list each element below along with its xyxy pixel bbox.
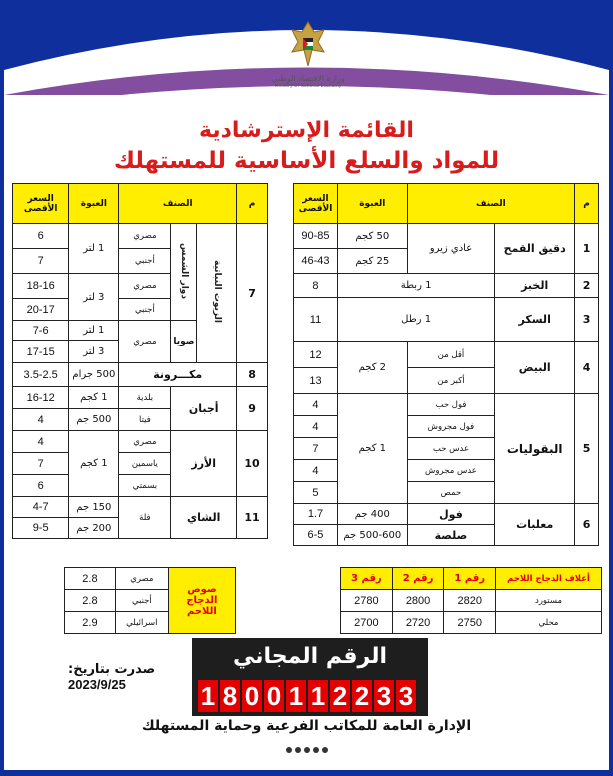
- legume-item: فول حب: [407, 394, 495, 416]
- hotline-digit: 0: [242, 680, 262, 712]
- sunflower-label: دوار الشمس: [178, 242, 189, 299]
- tea-price-2: 9-5: [13, 518, 69, 539]
- feed-value: 2800: [392, 590, 444, 612]
- feed-col-2: رقم 2: [392, 568, 444, 590]
- pasta-pack: 500 جرام: [69, 363, 119, 387]
- sunflower-cell: [171, 224, 197, 321]
- flour-pack-2: 25 كجم: [337, 249, 407, 274]
- hotline-digit: 0: [264, 680, 284, 712]
- rice-name: الأرز: [171, 431, 237, 497]
- cheese-type-1: بلدية: [119, 387, 171, 409]
- chicks-origin: مصري: [115, 568, 168, 590]
- hotline-digit: 3: [374, 680, 394, 712]
- oil-origin: مصري: [119, 224, 171, 249]
- hotline-digit: 1: [198, 680, 218, 712]
- cheese-pack-2: 500 جم: [69, 409, 119, 431]
- tea-pack-1: 150 جم: [69, 497, 119, 518]
- eggs-size-1: أقل من: [407, 342, 495, 368]
- issued-date: 2023/9/25: [68, 677, 126, 692]
- chicks-price: 2.9: [65, 612, 116, 634]
- cheese-type-2: فيتا: [119, 409, 171, 431]
- oil-price: 20-17: [13, 299, 69, 321]
- ministry-arabic: وزارة الاقتصاد الوطني: [271, 74, 345, 83]
- oils-name-cell: [197, 224, 237, 363]
- sugar-num: 3: [575, 298, 599, 342]
- oil-origin: مصري: [119, 321, 171, 363]
- header-price: السعر الأقصى: [13, 184, 69, 224]
- footer-logo-icon: [282, 742, 332, 758]
- pasta-name: مكـــرونة: [119, 363, 237, 387]
- eggs-price-1: 12: [294, 342, 338, 368]
- hotline-digit: 1: [308, 680, 328, 712]
- feed-value: 2820: [444, 590, 496, 612]
- canned-item-2: صلصة: [407, 525, 495, 546]
- canned-name: معلبات: [495, 504, 575, 546]
- canned-num: 6: [575, 504, 599, 546]
- ministry-logo: [268, 18, 348, 108]
- oil-price: 7-6: [13, 321, 69, 341]
- hotline-digit: 1: [286, 680, 306, 712]
- feed-value: 2780: [341, 590, 393, 612]
- cheese-pack-1: 1 كجم: [69, 387, 119, 409]
- issued-block: [68, 662, 188, 692]
- oils-num: 7: [237, 224, 268, 363]
- oil-pack: 3 لتر: [69, 274, 119, 321]
- oil-pack: 1 لتر: [69, 224, 119, 274]
- cheese-num: 9: [237, 387, 268, 431]
- rice-type: مصري: [119, 431, 171, 453]
- tea-type: فلة: [119, 497, 171, 539]
- legumes-num: 5: [575, 394, 599, 504]
- canned-price-2: 6-5: [294, 525, 338, 546]
- tea-num: 11: [237, 497, 268, 539]
- hotline-label: الرقم المجاني: [233, 644, 387, 669]
- legumes-name: البقوليات: [495, 394, 575, 504]
- eggs-price-2: 13: [294, 368, 338, 394]
- bread-pack: 1 ربطة: [337, 274, 494, 298]
- right-price-table: [293, 183, 599, 546]
- rice-type: بسمتي: [119, 475, 171, 497]
- flour-num: 1: [575, 224, 599, 274]
- legume-item: فول مجروش: [407, 416, 495, 438]
- chicken-feed-table: [340, 567, 602, 634]
- page-title-line1: القائمة الإسترشادية: [199, 118, 414, 143]
- eggs-num: 4: [575, 342, 599, 394]
- legume-item: حمص: [407, 482, 495, 504]
- pasta-num: 8: [237, 363, 268, 387]
- eggs-name: البيض: [495, 342, 575, 394]
- header-pack: العبوة: [69, 184, 119, 224]
- sugar-pack: 1 رطل: [337, 298, 494, 342]
- feed-value: 2720: [392, 612, 444, 634]
- ministry-english: Ministry Of National Economy: [274, 84, 342, 89]
- sugar-price: 11: [294, 298, 338, 342]
- legume-price: 4: [294, 460, 338, 482]
- hotline-digit: 2: [352, 680, 372, 712]
- feed-value: 2750: [444, 612, 496, 634]
- oil-price: 18-16: [13, 274, 69, 299]
- hotline-digit: 8: [220, 680, 240, 712]
- feed-col-3: رقم 3: [341, 568, 393, 590]
- cheese-price-1: 16-12: [13, 387, 69, 409]
- bread-num: 2: [575, 274, 599, 298]
- header-price: السعر الأقصى: [294, 184, 338, 224]
- cheese-price-2: 4: [13, 409, 69, 431]
- header-num: م: [575, 184, 599, 224]
- canned-price-1: 1.7: [294, 504, 338, 525]
- eggs-size-2: أكبر من: [407, 368, 495, 394]
- left-price-table: [12, 183, 268, 539]
- chicks-title: صوص الدجاج اللاحم: [168, 568, 235, 634]
- oil-price: 7: [13, 249, 69, 274]
- feed-row-name: مستورد: [496, 590, 602, 612]
- footer-text: الإدارة العامة للمكاتب الفرعية وحماية المستهلك: [141, 718, 472, 734]
- tea-price-1: 4-7: [13, 497, 69, 518]
- canned-pack-2: 500-600 جم: [337, 525, 407, 546]
- hotline-digit: 3: [396, 680, 416, 712]
- oils-name: الزيوت النباتية: [211, 260, 222, 323]
- page-title-line2: للمواد والسلع الأساسية للمستهلك: [113, 148, 500, 174]
- flour-price-1: 90-85: [294, 224, 338, 249]
- rice-price: 4: [13, 431, 69, 453]
- flour-name: دقيق القمح: [495, 224, 575, 274]
- oil-origin: مصري: [119, 274, 171, 299]
- chicks-table: [64, 567, 236, 634]
- sugar-name: السكر: [495, 298, 575, 342]
- legume-price: 4: [294, 416, 338, 438]
- hotline-number[interactable]: [198, 680, 416, 712]
- feed-value: 2700: [341, 612, 393, 634]
- issued-label: صدرت بتاريخ:: [68, 662, 156, 677]
- canned-item-1: فول: [407, 504, 495, 525]
- chicks-origin: أجنبي: [115, 590, 168, 612]
- canned-pack-1: 400 جم: [337, 504, 407, 525]
- oil-pack: 3 لتر: [69, 341, 119, 363]
- feed-col-1: رقم 1: [444, 568, 496, 590]
- tea-pack-2: 200 جم: [69, 518, 119, 539]
- feed-row-name: محلي: [496, 612, 602, 634]
- chicks-price: 2.8: [65, 568, 116, 590]
- flour-pack-1: 50 كجم: [337, 224, 407, 249]
- feed-title: أعلاف الدجاج اللاحم: [496, 568, 602, 590]
- rice-price: 6: [13, 475, 69, 497]
- rice-type: ياسمين: [119, 453, 171, 475]
- oil-origin: أجنبي: [119, 249, 171, 274]
- legume-price: 7: [294, 438, 338, 460]
- legume-item: عدس مجروش: [407, 460, 495, 482]
- rice-num: 10: [237, 431, 268, 497]
- header-item: الصنف: [119, 184, 237, 224]
- pasta-price: 3.5-2.5: [13, 363, 69, 387]
- flour-type: عادي زيرو: [407, 224, 495, 274]
- cheese-name: أجبان: [171, 387, 237, 431]
- oil-price: 6: [13, 224, 69, 249]
- flour-price-2: 46-43: [294, 249, 338, 274]
- legumes-pack: 1 كجم: [337, 394, 407, 504]
- legume-price: 5: [294, 482, 338, 504]
- rice-price: 7: [13, 453, 69, 475]
- eagle-emblem-icon: [288, 18, 328, 70]
- bread-name: الخبز: [495, 274, 575, 298]
- chicks-origin: اسرائيلي: [115, 612, 168, 634]
- soy-label: صويا: [171, 321, 197, 363]
- tea-name: الشاي: [171, 497, 237, 539]
- legume-item: عدس حب: [407, 438, 495, 460]
- eggs-pack: 2 كجم: [337, 342, 407, 394]
- oil-pack: 1 لتر: [69, 321, 119, 341]
- hotline-digit: 2: [330, 680, 350, 712]
- header-pack: العبوة: [337, 184, 407, 224]
- hotline-box: [192, 638, 428, 716]
- header-item: الصنف: [407, 184, 574, 224]
- chicks-price: 2.8: [65, 590, 116, 612]
- bread-price: 8: [294, 274, 338, 298]
- legume-price: 4: [294, 394, 338, 416]
- rice-pack: 1 كجم: [69, 431, 119, 497]
- header-num: م: [237, 184, 268, 224]
- oil-price: 17-15: [13, 341, 69, 363]
- oil-origin: أجنبي: [119, 299, 171, 321]
